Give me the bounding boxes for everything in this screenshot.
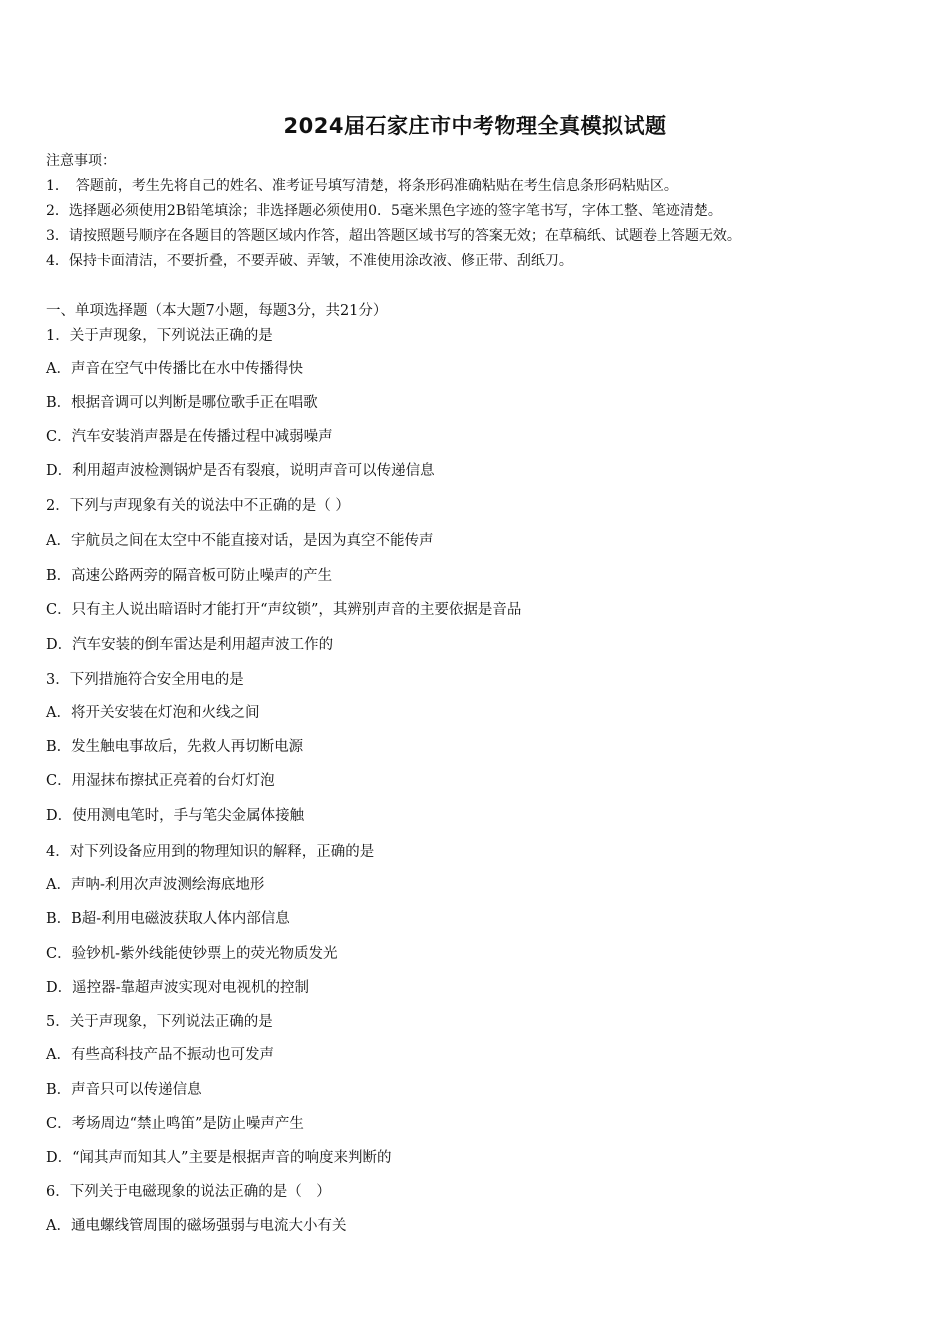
option-d: D．使用测电笔时，手与笔尖金属体接触 xyxy=(46,808,305,824)
page-title: 2024届石家庄市中考物理全真模拟试题 xyxy=(283,114,667,138)
question-stem: 5．关于声现象，下列说法正确的是 xyxy=(46,1014,273,1030)
option-b: B．声音只可以传递信息 xyxy=(46,1082,202,1098)
question-stem: 2．下列与声现象有关的说法中不正确的是（ ） xyxy=(46,498,350,514)
option-c: C．汽车安装消声器是在传播过程中减弱噪声 xyxy=(46,429,333,445)
option-c: C．用湿抹布擦拭正亮着的台灯灯泡 xyxy=(46,773,275,789)
option-a: A．有些高科技产品不振动也可发声 xyxy=(46,1047,274,1063)
option-d: D．遥控器-靠超声波实现对电视机的控制 xyxy=(46,980,310,996)
question-stem: 4．对下列设备应用到的物理知识的解释，正确的是 xyxy=(46,844,375,860)
option-a: A．宇航员之间在太空中不能直接对话，是因为真空不能传声 xyxy=(46,533,434,549)
option-a: A．将开关安装在灯泡和火线之间 xyxy=(46,705,260,721)
option-c: C．考场周边“禁止鸣笛”是防止噪声产生 xyxy=(46,1116,304,1132)
option-b: B．B超-利用电磁波获取人体内部信息 xyxy=(46,911,290,927)
notice-heading: 注意事项： xyxy=(46,153,116,169)
notice-item-2: 2．选择题必须使用2B铅笔填涂；非选择题必须使用0．5毫米黑色字迹的签字笔书写，字体工整、笔迹清楚。 xyxy=(46,203,722,219)
notice-item-1: 1． 答题前，考生先将自己的姓名、准考证号填写清楚，将条形码准确粘贴在考生信息条形码粘贴区。 xyxy=(46,178,678,194)
option-a: A．声音在空气中传播比在水中传播得快 xyxy=(46,361,303,377)
option-c: C．验钞机-紫外线能使钞票上的荧光物质发光 xyxy=(46,946,338,962)
option-a: A．声呐-利用次声波测绘海底地形 xyxy=(46,877,265,893)
section-heading: 一、单项选择题（本大题7小题，每题3分，共21分） xyxy=(46,303,388,319)
question-stem: 6．下列关于电磁现象的说法正确的是（ ） xyxy=(46,1184,331,1200)
option-b: B．高速公路两旁的隔音板可防止噪声的产生 xyxy=(46,568,333,584)
question-stem: 1．关于声现象，下列说法正确的是 xyxy=(46,328,273,344)
option-d: D．“闻其声而知其人”主要是根据声音的响度来判断的 xyxy=(46,1150,392,1166)
question-stem: 3．下列措施符合安全用电的是 xyxy=(46,672,244,688)
notice-item-4: 4．保持卡面清洁，不要折叠，不要弄破、弄皱，不准使用涂改液、修正带、刮纸刀。 xyxy=(46,253,573,269)
notice-item-3: 3．请按照题号顺序在各题目的答题区域内作答，超出答题区域书写的答案无效；在草稿纸、试题卷上答题无效。 xyxy=(46,228,741,244)
option-d: D．利用超声波检测锅炉是否有裂痕，说明声音可以传递信息 xyxy=(46,463,435,479)
option-b: B．根据音调可以判断是哪位歌手正在唱歌 xyxy=(46,395,318,411)
option-c: C．只有主人说出暗语时才能打开“声纹锁”，其辨别声音的主要依据是音品 xyxy=(46,602,522,618)
option-d: D．汽车安装的倒车雷达是利用超声波工作的 xyxy=(46,637,334,653)
option-b: B．发生触电事故后，先救人再切断电源 xyxy=(46,739,304,755)
option-a: A．通电螺线管周围的磁场强弱与电流大小有关 xyxy=(46,1218,347,1234)
